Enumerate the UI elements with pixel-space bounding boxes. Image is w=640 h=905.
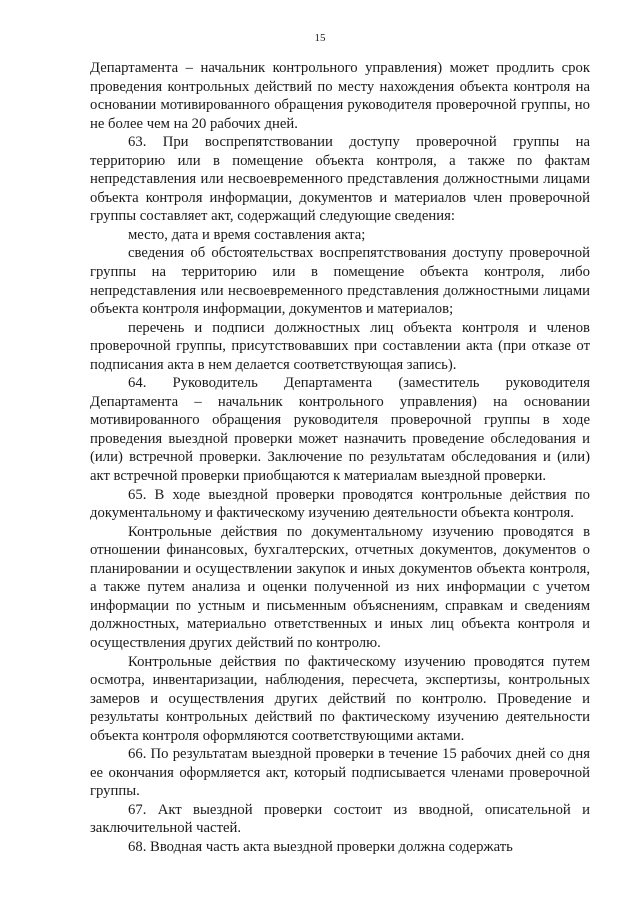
- paragraph-67: 67. Акт выездной проверки состоит из вводной, описательной и заключительной частей.: [90, 801, 590, 837]
- paragraph-63-item-place-date: место, дата и время составления акта;: [128, 226, 366, 243]
- paragraph-65-documentary: Контрольные действия по документальному изучению проводятся в отношении финансовых, бухгалтерских, отчетных документов, документов о планировании и осуществлении закупок и иных документов объекта контроля, а также путем анализа и оценки полученной из них информации с учетом информации по устным и письменным объяснениям, справкам и сведениям должностных, материально ответственных и иных лиц объекта контроля и осуществления других действий по контролю.: [90, 523, 590, 651]
- body-text: [90, 59, 590, 857]
- paragraph-63: 63. При воспрепятствовании доступу проверочной группы на территорию или в помещение объекта контроля, а также по фактам непредставления или несвоевременного представления должностными лицами объекта контроля информации, документов и материалов член проверочной группы составляет акт, содержащий следующие сведения:: [90, 134, 590, 225]
- paragraph-65: 65. В ходе выездной проверки проводятся контрольные действия по документальному и фактическому изучению деятельности объекта контроля.: [90, 486, 590, 522]
- page-number: 15: [314, 32, 326, 44]
- paragraph-64: 64. Руководитель Департамента (заместитель руководителя Департамента – начальник контрольного управления) на основании мотивированного обращения руководителя проверочной группы в ходе проведения выездной проверки может назначить проведение обследования и (или) встречной проверки. Заключение по результатам обследования и (или) акт встречной проверки приобщаются к материалам выездной проверки.: [90, 375, 590, 485]
- paragraph-63-item-circumstances: сведения об обстоятельствах воспрепятствования доступу проверочной группы на территорию или в помещение объекта контроля, либо непредставления или несвоевременного представления должностными лицами объекта контроля информации, документов и материалов;: [90, 245, 590, 318]
- paragraph-68: 68. Вводная часть акта выездной проверки должна содержать: [128, 838, 513, 855]
- paragraph-63-item-signatures: перечень и подписи должностных лиц объекта контроля и членов проверочной группы, присутствовавших при составлении акта (при отказе от подписания акта в нем делается соответствующая запись).: [90, 319, 590, 373]
- paragraph-65-factual: Контрольные действия по фактическому изучению проводятся путем осмотра, инвентаризации, наблюдения, пересчета, экспертизы, контрольных замеров и осуществления других действий по контролю. Проведение и результаты контрольных действий по фактическому изучению деятельности объекта контроля оформляются соответствующими актами.: [90, 653, 590, 744]
- paragraph-continuation: Департамента – начальник контрольного управления) может продлить срок проведения контрольных действий по месту нахождения объекта контроля на основании мотивированного обращения руководителя проверочной группы, но не более чем на 20 рабочих дней.: [90, 60, 590, 132]
- paragraph-66: 66. По результатам выездной проверки в течение 15 рабочих дней со дня ее окончания оформляется акт, который подписывается членами проверочной группы.: [90, 746, 590, 800]
